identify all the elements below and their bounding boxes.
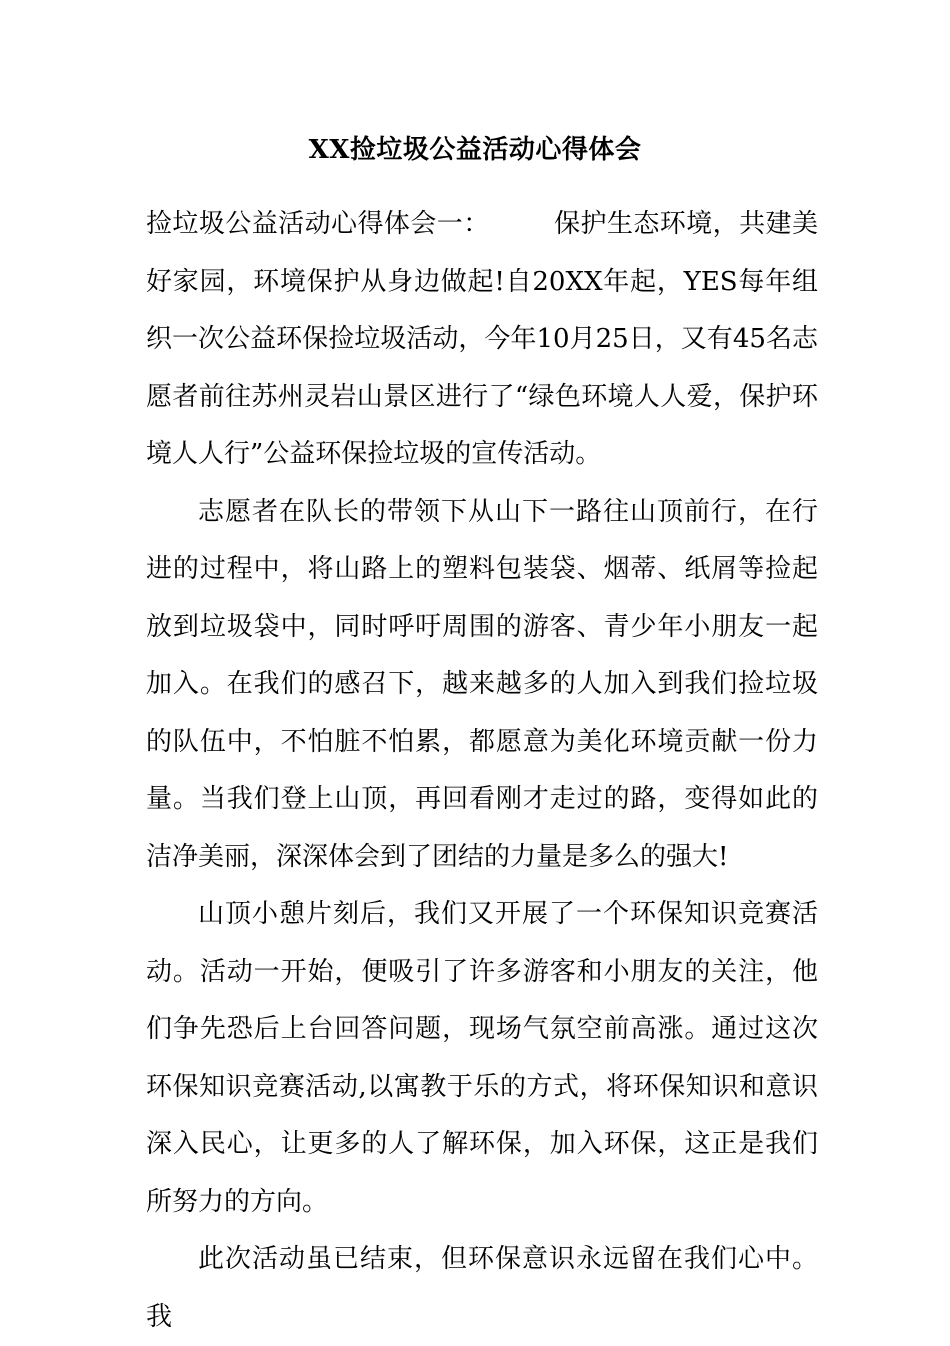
document-title: XX捡垃圾公益活动心得体会 (308, 135, 642, 165)
paragraph-2: 志愿者在队长的带领下从山下一路往山顶前行，在行进的过程中，将山路上的塑料包装袋、烟蒂、纸屑等捡起放到垃圾袋中，同时呼吁周围的游客、青少年小朋友一起加入。在我们的感召下，越来越多的人加入到我们捡垃圾的队伍中，不怕脏不怕累，都愿意为美化环境贡献一份力量。当我们登上山顶，再回看刚才走过的路，变得如此的洁净美丽，深深体会到了团结的力量是多么的强大! (146, 496, 818, 872)
paragraph-1 (146, 196, 818, 484)
intro-label: 捡垃圾公益活动心得体会一： (146, 209, 490, 239)
paragraph-1-text: 保护生态环境，共建美好家园，环境保护从身边做起!自20XX年起，YES每年组织一次公益环保捡垃圾活动，今年10月25日，又有45名志愿者前往苏州灵岩山景区进行了“绿色环境人人爱，保护环境人人行”公益环保捡垃圾的宣传活动。 (146, 209, 818, 469)
paragraph-3: 山顶小憩片刻后，我们又开展了一个环保知识竞赛活动。活动一开始，便吸引了许多游客和小朋友的关注，他们争先恐后上台回答问题，现场气氛空前高涨。通过这次环保知识竞赛活动,以寓教于乐的方式，将环保知识和意识深入民心，让更多的人了解环保，加入环保，这正是我们所努力的方向。 (146, 899, 818, 1217)
paragraph-4: 此次活动虽已结束，但环保意识永远留在我们心中。我 (146, 1244, 818, 1332)
document-body (146, 196, 818, 1346)
